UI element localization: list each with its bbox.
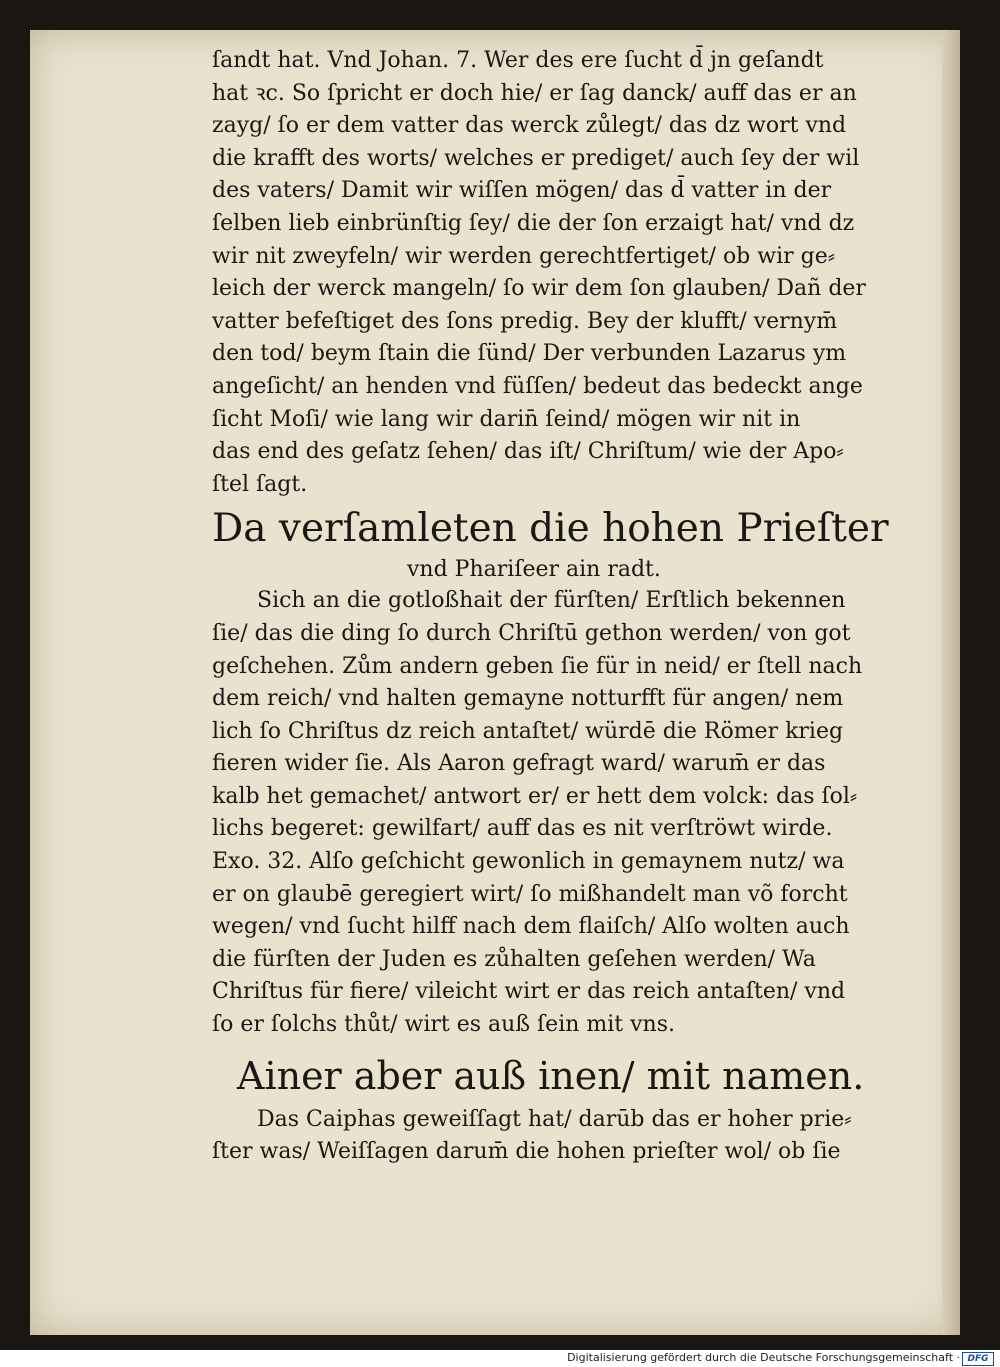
text-line: ſie/ das die ding ſo durch Chriſtū gethon werden/ von got	[212, 620, 851, 646]
text-line: dem reich/ vnd halten gemayne notturfft für angen/ nem	[212, 686, 844, 712]
text-line: ſo er ſolchs thůt/ wirt es auß ſein mit vns.	[212, 1012, 675, 1038]
text-line: Exo. 32. Alſo geſchicht gewonlich in gemaynem nutz/ wa	[212, 849, 845, 875]
footer-bar	[0, 1350, 1000, 1367]
text-line: geſchehen. Zům andern geben ſie für in neid/ er ſtell nach	[212, 653, 863, 679]
text-line: er on glaubē geregiert wirt/ ſo mißhandelt man võ forcht	[212, 881, 848, 907]
funding-credit: Digitalisierung gefördert durch die Deutsche Forschungsgemeinschaft ·	[567, 1351, 960, 1364]
text-line: angeſicht/ an henden vnd füſſen/ bedeut das bedeckt ange	[212, 373, 863, 399]
section-heading: Ainer aber auß inen/ mit namen.	[237, 1053, 865, 1098]
paragraph-3	[212, 1104, 912, 1169]
text-line: fieren wider ſie. Als Aaron gefragt ward/ warum̄ er das	[212, 751, 826, 777]
text-line: kalb het gemachet/ antwort er/ er hett dem volck: das ſol⸗	[212, 783, 858, 809]
text-line: wegen/ vnd ſucht hilff nach dem flaiſch/ Alſo wolten auch	[212, 914, 850, 940]
text-line: Chriſtus für fiere/ vileicht wirt er das reich antaſten/ vnd	[212, 979, 846, 1005]
text-line: ſtel ſagt.	[212, 471, 308, 497]
text-line: die fürſten der Juden es zůhalten geſehen werden/ Wa	[212, 946, 816, 972]
text-line: hat ꝛc. So ſpricht er doch hie/ er ſag danck/ auff das er an	[212, 80, 857, 106]
text-line: ſter was/ Weiſſagen darum̄ die hohen prieſter wol/ ob ſie	[212, 1139, 841, 1165]
paragraph-1	[212, 45, 912, 501]
section-heading: Da verſamleten die hohen Prieſter	[212, 506, 889, 552]
text-line: zayg/ ſo er dem vatter das werck zůlegt/ das dz wort vnd	[212, 113, 847, 139]
page-edge	[942, 30, 960, 1335]
page-text	[212, 45, 912, 1169]
text-line: des vaters/ Damit wir wiſſen mögen/ das d̄ vatter in der	[212, 178, 832, 204]
text-line: wir nit zweyfeln/ wir werden gerechtfertiget/ ob wir ge⸗	[212, 243, 836, 269]
section-subheading: vnd Phariſeer ain radt.	[407, 557, 661, 583]
text-line: vatter befeſtiget des ſons predig. Bey der klufft/ vernym̄	[212, 308, 838, 334]
paragraph-2	[212, 585, 912, 1041]
text-line: das end des geſatz ſehen/ das iſt/ Chriſtum/ wie der Apo⸗	[212, 439, 844, 465]
text-line: ſandt hat. Vnd Johan. 7. Wer des ere ſucht d̄ jn geſandt	[212, 48, 824, 73]
text-line: lich ſo Chriſtus dz reich antaſtet/ würdē die Römer krieg	[212, 718, 844, 744]
text-line: leich der werck mangeln/ ſo wir dem ſon glauben/ Dañ der	[212, 276, 866, 302]
text-line: ſicht Moſi/ wie lang wir darin̄ ſeind/ mögen wir nit in	[212, 406, 801, 432]
text-line: den tod/ beym ſtain die ſünd/ Der verbunden Lazarus ym	[212, 341, 847, 367]
text-line: ſelben lieb einbrünſtig ſey/ die der ſon erzaigt hat/ vnd dz	[212, 210, 855, 236]
text-line: die krafft des worts/ welches er prediget/ auch ſey der wil	[212, 145, 860, 171]
text-line: Das Caiphas geweiſſagt hat/ darūb das er hoher prie⸗	[257, 1106, 852, 1132]
text-line: lichs begeret: gewilfart/ auff das es nit verſtröwt wirde.	[212, 816, 833, 842]
dfg-logo: DFG	[962, 1352, 994, 1366]
text-line: Sich an die gotloßhait der fürſten/ Erſtlich bekennen	[257, 588, 846, 614]
